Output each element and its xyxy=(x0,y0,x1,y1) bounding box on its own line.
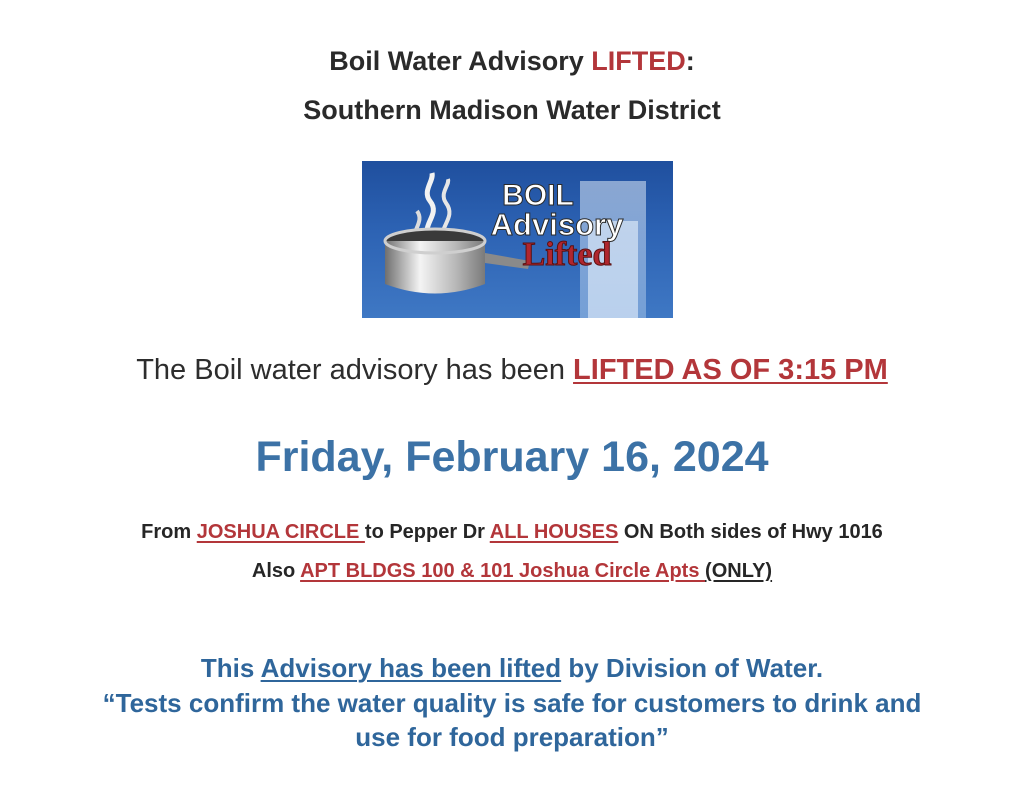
logo-word-advisory: Advisory xyxy=(490,207,624,242)
message-suffix: by Division of Water. xyxy=(561,653,824,683)
message-line-3: use for food preparation” xyxy=(355,722,669,752)
lifted-time: LIFTED AS OF 3:15 PM xyxy=(573,354,888,386)
message-underlined: Advisory has been lifted xyxy=(260,653,562,683)
apartment-buildings: APT BLDGS 100 & 101 Joshua Circle Apts xyxy=(300,560,706,582)
all-houses: ALL HOUSES xyxy=(489,521,619,543)
document-title xyxy=(0,46,1024,77)
from-label: From xyxy=(141,521,197,543)
lifted-notice xyxy=(0,354,1024,387)
logo-word-lifted: Lifted xyxy=(522,236,612,273)
from-place: JOSHUA CIRCLE xyxy=(196,521,365,543)
also-label: Also xyxy=(251,560,301,582)
affected-area-line xyxy=(0,521,1024,544)
message-prefix: This xyxy=(200,653,261,683)
boil-advisory-lifted-logo xyxy=(362,161,673,318)
sides-text: ON Both sides of Hwy 1016 xyxy=(618,521,883,543)
title-lifted: LIFTED xyxy=(591,46,686,76)
to-text: to Pepper Dr xyxy=(364,521,490,543)
district-name: Southern Madison Water District xyxy=(303,95,721,125)
title-suffix: : xyxy=(685,46,695,76)
message-line-1 xyxy=(0,653,1024,684)
logo-word-boil: BOIL xyxy=(502,179,574,212)
title-prefix: Boil Water Advisory xyxy=(329,46,592,76)
apartments-line xyxy=(0,560,1024,583)
only-note: (ONLY) xyxy=(705,560,773,582)
notice-prefix: The Boil water advisory has been xyxy=(136,354,574,386)
message-line-2: “Tests confirm the water quality is safe for customers to drink and xyxy=(102,688,922,718)
advisory-date: Friday, February 16, 2024 xyxy=(255,433,769,481)
steaming-pot-icon xyxy=(362,161,673,318)
